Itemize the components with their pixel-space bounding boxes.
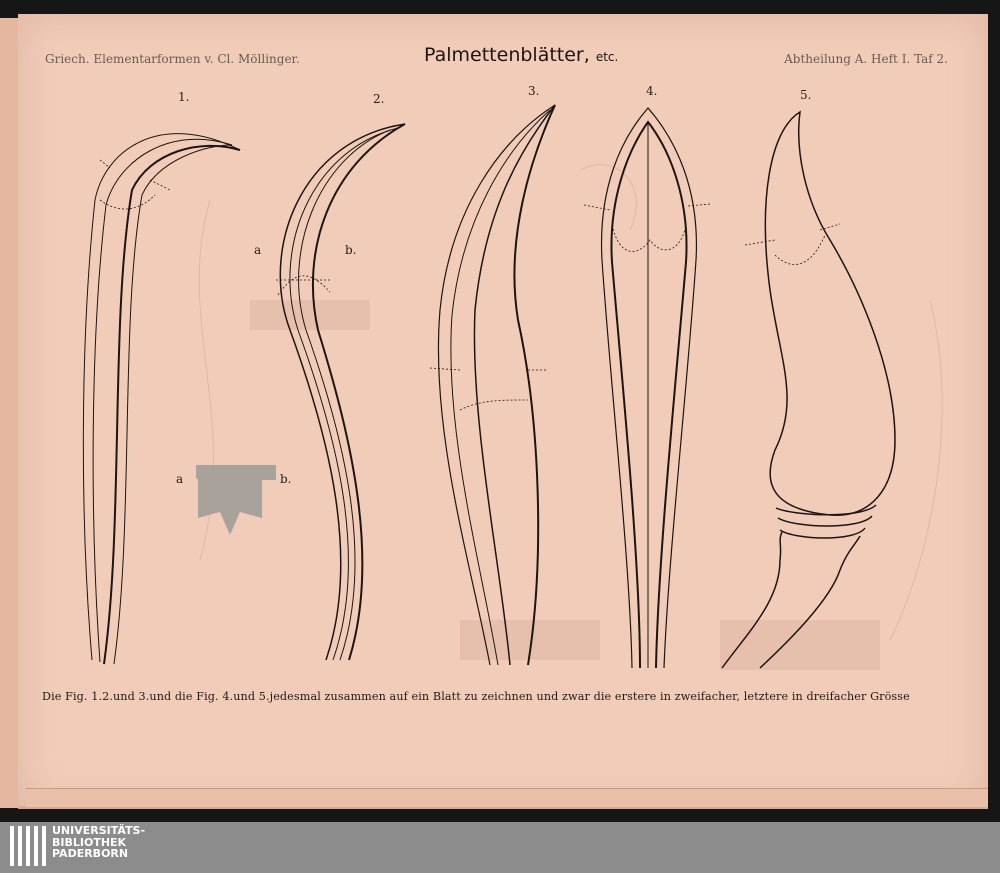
library-name xyxy=(52,825,145,860)
plate-header-right: Abtheilung A. Heft I. Taf 2. xyxy=(784,52,948,66)
fig2-section-label-a: a xyxy=(254,243,262,257)
library-footer-bar xyxy=(0,822,1000,873)
figure-2-number: 2. xyxy=(373,92,385,106)
library-name-line-2: BIBLIOTHEK xyxy=(52,835,127,849)
profile-label-b: b. xyxy=(280,472,292,486)
figure-4-leaf xyxy=(584,108,710,668)
plate-caption: Die Fig. 1.2.und 3.und die Fig. 4.und 5.jedesmal zusammen auf ein Blatt zu zeichnen und zwar die erstere in zweifacher, letztere in dreifacher Grösse xyxy=(42,690,910,703)
library-name-line-3: PADERBORN xyxy=(52,847,129,860)
figure-3-leaf xyxy=(430,105,555,665)
plate-title xyxy=(424,44,618,66)
figure-5-number: 5. xyxy=(800,88,812,102)
bleed-through xyxy=(199,165,942,640)
plate-header-left: Griech. Elementarformen v. Cl. Möllinger. xyxy=(45,52,300,66)
figure-5-vase-form xyxy=(722,112,895,668)
figure-1-number: 1. xyxy=(178,90,190,104)
profile-label-a: a xyxy=(176,472,184,486)
library-name-line-1: UNIVERSITÄTS- xyxy=(52,824,146,837)
plate-title-suffix: etc. xyxy=(595,50,619,64)
plate-title-main: Palmettenblätter, xyxy=(424,44,590,66)
figure-3-number: 3. xyxy=(528,84,540,98)
figure-2-leaf xyxy=(276,124,405,660)
library-logo-icon xyxy=(10,822,46,873)
figure-4-number: 4. xyxy=(646,84,658,98)
figure-1-leaf xyxy=(83,134,240,664)
fig2-section-label-b: b. xyxy=(345,243,357,257)
